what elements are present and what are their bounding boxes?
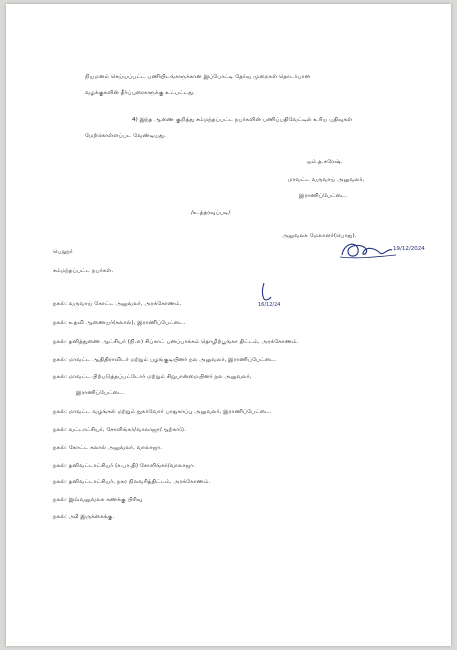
signatory-designation: மாவட்ட வருவாய் அலுவலர், xyxy=(288,177,365,183)
copy-item: நகல்: உதவி ஆணையர்(கலால்), இராணிப்பேட்டை. xyxy=(53,320,186,326)
copy-item: நகல்: வட்டாட்சியர், சோளிங்கர்/வாலாஜா/ஆற்காடு. xyxy=(53,427,187,433)
paragraph-1-line-2: வழக்குகளின் தீர்ப்புரைகளுக்கு உட்பட்டது. xyxy=(85,90,195,96)
signature-date: 19/12/2024 xyxy=(393,246,425,252)
copy-item: நகல்: மாவட்ட பிற்படுத்தப்பட்டோர் மற்றும் சிறுபான்மையினர் நல அலுவலர், xyxy=(53,374,252,380)
copy-item: நகல்: கோட்ட கலால் அலுவலர், வாலாஜா. xyxy=(53,445,163,451)
copy-item: நகல்: அ2 இருக்கைக்கு. xyxy=(53,514,115,520)
initial-note: 16/12/24 xyxy=(258,302,281,308)
recipient-label: பெறுநர் xyxy=(53,249,73,255)
document-page xyxy=(6,4,451,646)
copy-item: நகல்: தனிவட்டாட்சியர் (ச.பா.தி) சோளிங்கர்/வாலாஜா. xyxy=(53,463,196,469)
copy-item-continuation: இராணிப்பேட்டை. xyxy=(76,390,125,396)
copy-item: நகல்: தனித்துணை ஆட்சியர் (நி.எ) சிப்காட் பனப்பாக்கம் தொழிற்பூங்கா திட்டம், அரக்கோணம். xyxy=(53,339,299,345)
signatory-name: ஒம்.த.சுரேஷ். xyxy=(307,159,343,165)
paragraph-2-line-2: மேற்கொள்ளப்பட வேண்டியது. xyxy=(85,133,166,139)
handwritten-signature-icon xyxy=(336,237,428,265)
copy-item: நகல்: மாவட்ட வழங்கல் மற்றும் நுகர்வோர் பாதுகாப்பு அலுவலர், இராணிப்பேட்டை. xyxy=(53,409,272,415)
copy-item: நகல்: வருவாய் கோட்ட அலுவலர், அரக்கோணம். xyxy=(53,301,182,307)
copy-item: நகல்: இவ்வலுவலக கணக்கு பிரிவு xyxy=(53,497,143,503)
paragraph-2-line-1: 4) இந்த ஆணை குறித்து சம்மந்தப்பட்ட நபர்களின் பணிப்பதிவேட்டில் உரிய பதிவுகள் xyxy=(132,117,353,123)
by-order-label: /உ.த்தரவுப்படி/ xyxy=(191,210,231,216)
paragraph-1-line-1: நியமனம் செய்யப்பட்ட பணியிடங்களுக்கான இப்போட்டி தேர்வு முறைகள் தொடர்பான xyxy=(85,74,311,80)
copy-item: நகல்: மாவட்ட ஆதிதிராவிடர் மற்றும் பழங்குடியினர் நல அலுவலர், இராணிப்பேட்டை. xyxy=(53,357,277,363)
attestation-designation: அலுவலக மேலாளர்(பொது). xyxy=(282,233,357,239)
copy-item: நகல்: தனிவட்டாட்சியர், நகர நிலவரித்திட்டம், அரக்கோணம். xyxy=(53,479,211,485)
signatory-place: இராணிப்பேட்டை. xyxy=(299,193,348,199)
recipient-value: சம்மந்தப்பட்ட நபர்கள். xyxy=(53,268,114,274)
handwritten-initial-icon xyxy=(258,281,288,309)
